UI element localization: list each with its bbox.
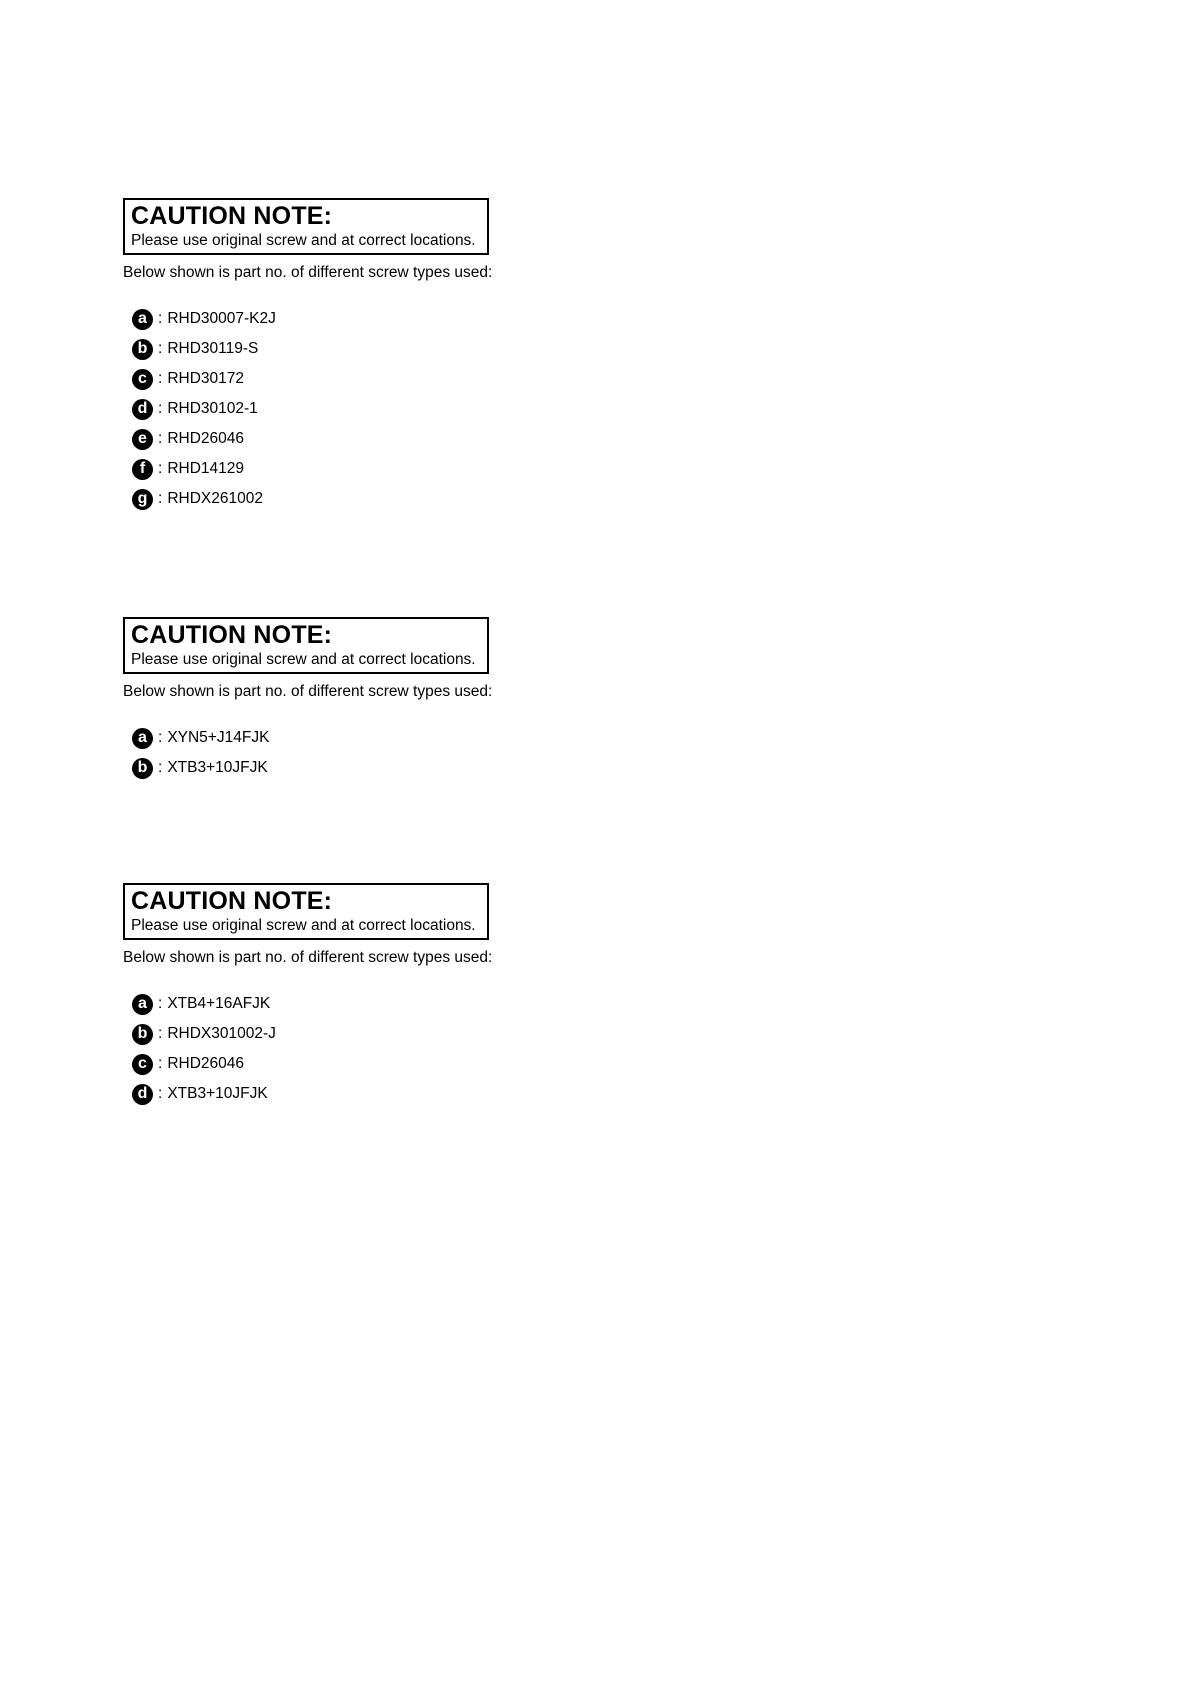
screw-part-number: RHD30119-S [167, 340, 259, 357]
caution-title: CAUTION NOTE: [131, 202, 333, 230]
screw-item: a : RHD30007-K2J [132, 304, 543, 334]
screw-part-number: XTB3+10JFJK [167, 759, 268, 776]
letter-badge-icon: a [132, 309, 153, 330]
letter-badge-icon: e [132, 429, 153, 450]
screw-part-number: RHDX261002 [167, 490, 263, 507]
screw-item: b : RHD30119-S [132, 334, 543, 364]
letter-badge-icon: c [132, 369, 153, 390]
screw-part-number: RHD30007-K2J [167, 310, 276, 327]
letter-badge-icon: g [132, 489, 153, 510]
screw-list [132, 723, 543, 783]
caution-note-box [123, 883, 489, 940]
screw-list-intro: Below shown is part no. of different screw types used: [123, 949, 493, 966]
screw-part-number: XYN5+J14FJK [167, 729, 270, 746]
screw-item: f : RHD14129 [132, 454, 543, 484]
screw-item: e : RHD26046 [132, 424, 543, 454]
caution-title: CAUTION NOTE: [131, 887, 333, 915]
letter-badge-icon: b [132, 1024, 153, 1045]
caution-title: CAUTION NOTE: [131, 621, 333, 649]
letter-badge-icon: d [132, 399, 153, 420]
letter-badge-icon: b [132, 758, 153, 779]
screw-part-number: XTB4+16AFJK [167, 995, 271, 1012]
screw-item: a : XTB4+16AFJK [132, 989, 543, 1019]
caution-text: Please use original screw and at correct locations. [131, 651, 476, 668]
letter-badge-icon: a [132, 728, 153, 749]
letter-badge-icon: a [132, 994, 153, 1015]
caution-text: Please use original screw and at correct locations. [131, 917, 476, 934]
screw-list-intro: Below shown is part no. of different screw types used: [123, 264, 493, 281]
screw-item: b : RHDX301002-J [132, 1019, 543, 1049]
screw-part-number: RHD14129 [167, 460, 244, 477]
letter-badge-icon: b [132, 339, 153, 360]
screw-item: b : XTB3+10JFJK [132, 753, 543, 783]
screw-part-number: RHDX301002-J [167, 1025, 276, 1042]
screw-section-3 [123, 883, 543, 1109]
screw-section-1 [123, 198, 543, 514]
screw-item: c : RHD30172 [132, 364, 543, 394]
screw-item: g : RHDX261002 [132, 484, 543, 514]
screw-item: d : RHD30102-1 [132, 394, 543, 424]
letter-badge-icon: f [132, 459, 153, 480]
screw-part-number: RHD30102-1 [167, 400, 258, 417]
screw-list-intro: Below shown is part no. of different screw types used: [123, 683, 493, 700]
screw-part-number: RHD26046 [167, 430, 244, 447]
screw-item: a : XYN5+J14FJK [132, 723, 543, 753]
letter-badge-icon: c [132, 1054, 153, 1075]
screw-list [132, 989, 543, 1109]
screw-section-2 [123, 617, 543, 783]
screw-part-number: XTB3+10JFJK [167, 1085, 268, 1102]
letter-badge-icon: d [132, 1084, 153, 1105]
screw-list [132, 304, 543, 514]
caution-note-box [123, 198, 489, 255]
screw-part-number: RHD30172 [167, 370, 244, 387]
screw-item: d : XTB3+10JFJK [132, 1079, 543, 1109]
caution-note-box [123, 617, 489, 674]
screw-item: c : RHD26046 [132, 1049, 543, 1079]
caution-text: Please use original screw and at correct locations. [131, 232, 476, 249]
screw-part-number: RHD26046 [167, 1055, 244, 1072]
